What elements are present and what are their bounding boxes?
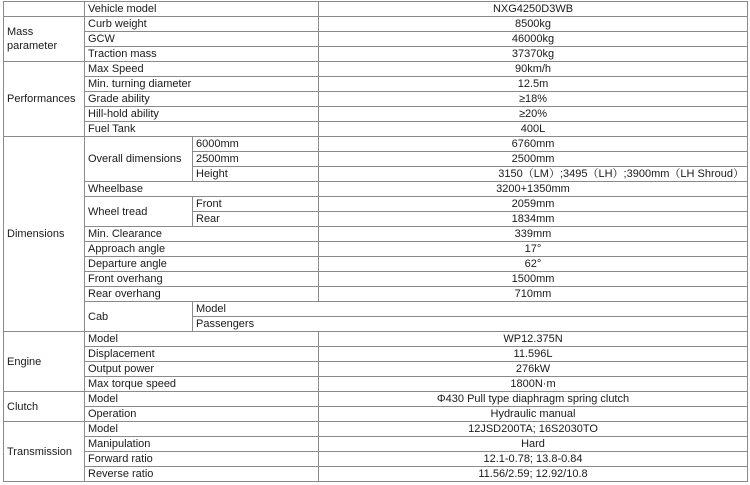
table-row xyxy=(4,347,748,362)
row-value: Hydraulic manual xyxy=(319,407,748,422)
row-label: Model xyxy=(85,422,319,437)
row-value: 3150（LM）;3495（LH）;3900mm（LH Shroud） xyxy=(319,167,748,182)
row-value: 1800N·m xyxy=(319,377,748,392)
row-label: Departure angle xyxy=(85,257,319,272)
row-value: 3200+1350mm xyxy=(319,182,748,197)
group-clutch: Clutch xyxy=(4,392,85,422)
row-label: Passengers xyxy=(193,317,748,332)
row-value: 62° xyxy=(319,257,748,272)
table-row xyxy=(4,302,748,317)
row-value: NXG4250D3WB xyxy=(319,2,748,17)
row-label: Min. Clearance xyxy=(85,227,319,242)
row-value: 90km/h xyxy=(319,62,748,77)
row-label: Model xyxy=(193,302,748,317)
row-value: 12.1-0.78; 13.8-0.84 xyxy=(319,452,748,467)
row-label: Approach angle xyxy=(85,242,319,257)
row-label: Max Speed xyxy=(85,62,319,77)
table-row xyxy=(4,2,748,17)
row-label: Max torque speed xyxy=(85,377,319,392)
table-row xyxy=(4,77,748,92)
table-row xyxy=(4,272,748,287)
sub-label: Front xyxy=(193,197,319,212)
table-row xyxy=(4,392,748,407)
row-value: 6760mm xyxy=(319,137,748,152)
table-row xyxy=(4,107,748,122)
table-row xyxy=(4,197,748,212)
row-value: 11.56/2.59; 12.92/10.8 xyxy=(319,467,748,482)
row-value: ≥18% xyxy=(319,92,748,107)
row-value: 46000kg xyxy=(319,32,748,47)
row-label: Reverse ratio xyxy=(85,467,319,482)
row-label: Model xyxy=(85,332,319,347)
group-transmission: Transmission xyxy=(4,422,85,482)
row-label: Hill-hold ability xyxy=(85,107,319,122)
group-mass-parameter: Mass parameter xyxy=(4,17,85,62)
row-value: 8500kg xyxy=(319,17,748,32)
row-label: Manipulation xyxy=(85,437,319,452)
row-value: 710mm xyxy=(319,287,748,302)
table-row xyxy=(4,287,748,302)
table-row xyxy=(4,17,748,32)
table-row xyxy=(4,332,748,347)
row-label: Operation xyxy=(85,407,319,422)
row-label: Traction mass xyxy=(85,47,319,62)
row-label: Overall dimensions xyxy=(85,137,193,182)
sub-label: Rear xyxy=(193,212,319,227)
row-label: Wheel tread xyxy=(85,197,193,227)
table-row xyxy=(4,467,748,482)
table-row xyxy=(4,407,748,422)
row-value: 12JSD200TA; 16S2030TO xyxy=(319,422,748,437)
row-label: Fuel Tank xyxy=(85,122,319,137)
row-label: GCW xyxy=(85,32,319,47)
table-row xyxy=(4,122,748,137)
row-label: Output power xyxy=(85,362,319,377)
sub-label: 2500mm xyxy=(193,152,319,167)
row-value: 37370kg xyxy=(319,47,748,62)
table-row xyxy=(4,242,748,257)
table-row xyxy=(4,47,748,62)
row-value: WP12.375N xyxy=(319,332,748,347)
row-label: Wheelbase xyxy=(85,182,319,197)
table-row xyxy=(4,137,748,152)
table-row xyxy=(4,182,748,197)
table-row xyxy=(4,62,748,77)
row-label: Front overhang xyxy=(85,272,319,287)
table-row xyxy=(4,257,748,272)
row-value: Hard xyxy=(319,437,748,452)
table-row xyxy=(4,377,748,392)
row-label: Rear overhang xyxy=(85,287,319,302)
group-dimensions: Dimensions xyxy=(4,137,85,332)
row-label: Model xyxy=(85,392,319,407)
row-value: 1834mm xyxy=(319,212,748,227)
row-label: Curb weight xyxy=(85,17,319,32)
row-value: 400L xyxy=(319,122,748,137)
row-value: 11.596L xyxy=(319,347,748,362)
row-label: Displacement xyxy=(85,347,319,362)
sub-label: 6000mm xyxy=(193,137,319,152)
table-row xyxy=(4,32,748,47)
table-row xyxy=(4,92,748,107)
table-row xyxy=(4,452,748,467)
row-value: ≥20% xyxy=(319,107,748,122)
row-value: 276kW xyxy=(319,362,748,377)
row-label: Min. turning diameter xyxy=(85,77,319,92)
row-value: 2500mm xyxy=(319,152,748,167)
row-value: 2059mm xyxy=(319,197,748,212)
spec-table xyxy=(3,1,748,482)
table-row xyxy=(4,422,748,437)
group-cell xyxy=(4,2,85,17)
group-engine: Engine xyxy=(4,332,85,392)
group-cab: Cab xyxy=(85,302,193,332)
row-value: 17° xyxy=(319,242,748,257)
table-row xyxy=(4,227,748,242)
table-row xyxy=(4,437,748,452)
group-performances: Performances xyxy=(4,62,85,137)
row-value: 339mm xyxy=(319,227,748,242)
row-label: Forward ratio xyxy=(85,452,319,467)
row-value: 12.5m xyxy=(319,77,748,92)
row-label: Grade ability xyxy=(85,92,319,107)
row-label: Vehicle model xyxy=(85,2,319,17)
row-value: Φ430 Pull type diaphragm spring clutch xyxy=(319,392,748,407)
sub-label: Height xyxy=(193,167,319,182)
row-value: 1500mm xyxy=(319,272,748,287)
table-row xyxy=(4,362,748,377)
